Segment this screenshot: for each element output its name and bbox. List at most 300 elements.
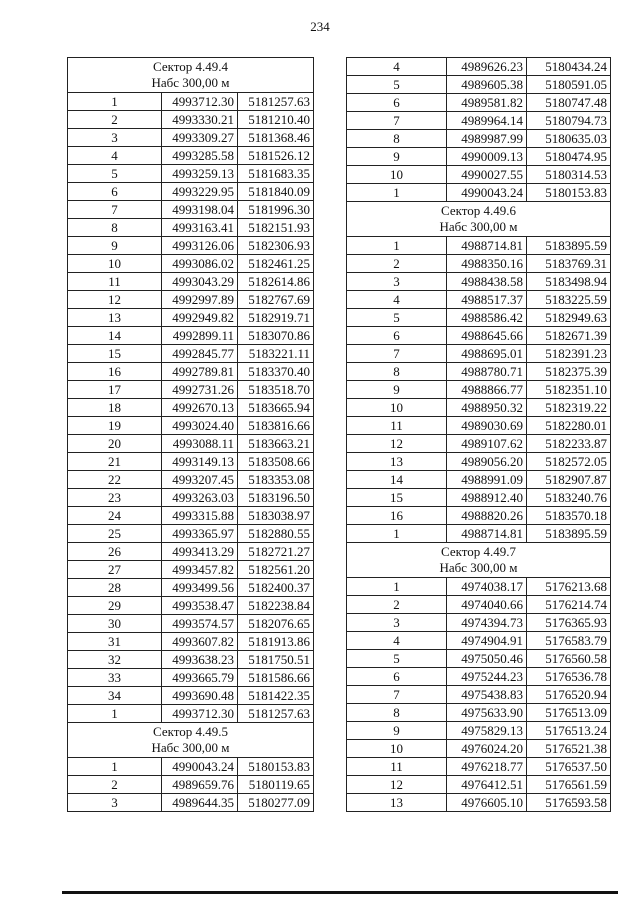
y-coordinate: 5182671.39 (527, 327, 611, 345)
x-coordinate: 4988991.09 (447, 471, 527, 489)
y-coordinate: 5180434.24 (527, 58, 611, 76)
x-coordinate: 4993285.58 (162, 147, 238, 165)
y-coordinate: 5183895.59 (527, 525, 611, 543)
y-coordinate: 5182400.37 (238, 579, 314, 597)
x-coordinate: 4993207.45 (162, 471, 238, 489)
point-number: 19 (68, 417, 162, 435)
table-row (68, 543, 314, 561)
x-coordinate: 4988780.71 (447, 363, 527, 381)
x-coordinate: 4992899.11 (162, 327, 238, 345)
point-number: 3 (347, 614, 447, 632)
y-coordinate: 5182351.10 (527, 381, 611, 399)
x-coordinate: 4993330.21 (162, 111, 238, 129)
sector-header-row (68, 723, 314, 758)
table-row (68, 776, 314, 794)
y-coordinate: 5176513.09 (527, 704, 611, 722)
point-number: 1 (347, 237, 447, 255)
y-coordinate: 5183665.94 (238, 399, 314, 417)
table-row (347, 417, 611, 435)
y-coordinate: 5176561.59 (527, 776, 611, 794)
y-coordinate: 5181996.30 (238, 201, 314, 219)
x-coordinate: 4989626.23 (447, 58, 527, 76)
x-coordinate: 4975050.46 (447, 650, 527, 668)
y-coordinate: 5183240.76 (527, 489, 611, 507)
table-row (68, 93, 314, 111)
table-row (68, 525, 314, 543)
coordinates-table-left (67, 57, 314, 812)
table-row (347, 758, 611, 776)
table-row (347, 686, 611, 704)
sector-distance: Набс 300,00 м (439, 560, 518, 575)
table-row (68, 291, 314, 309)
point-number: 2 (68, 111, 162, 129)
table-row (347, 76, 611, 94)
x-coordinate: 4993365.97 (162, 525, 238, 543)
y-coordinate: 5181840.09 (238, 183, 314, 201)
point-number: 15 (347, 489, 447, 507)
table-row (347, 614, 611, 632)
point-number: 11 (347, 417, 447, 435)
point-number: 13 (68, 309, 162, 327)
y-coordinate: 5183895.59 (527, 237, 611, 255)
point-number: 31 (68, 633, 162, 651)
point-number: 33 (68, 669, 162, 687)
x-coordinate: 4974040.66 (447, 596, 527, 614)
table-row (347, 291, 611, 309)
x-coordinate: 4976605.10 (447, 794, 527, 812)
x-coordinate: 4988820.26 (447, 507, 527, 525)
y-coordinate: 5176521.38 (527, 740, 611, 758)
point-number: 6 (347, 94, 447, 112)
table-row (347, 363, 611, 381)
point-number: 3 (68, 129, 162, 147)
table-row (347, 148, 611, 166)
y-coordinate: 5180591.05 (527, 76, 611, 94)
table-row (347, 596, 611, 614)
table-row (68, 345, 314, 363)
x-coordinate: 4989987.99 (447, 130, 527, 148)
x-coordinate: 4992670.13 (162, 399, 238, 417)
point-number: 1 (68, 758, 162, 776)
table-row (68, 435, 314, 453)
sector-header-row (68, 58, 314, 93)
table-row (347, 381, 611, 399)
y-coordinate: 5181422.35 (238, 687, 314, 705)
point-number: 13 (347, 453, 447, 471)
table-row (68, 273, 314, 291)
table-row (68, 363, 314, 381)
x-coordinate: 4990043.24 (162, 758, 238, 776)
point-number: 8 (68, 219, 162, 237)
point-number: 11 (347, 758, 447, 776)
point-number: 15 (68, 345, 162, 363)
y-coordinate: 5183196.50 (238, 489, 314, 507)
y-coordinate: 5182572.05 (527, 453, 611, 471)
y-coordinate: 5182280.01 (527, 417, 611, 435)
x-coordinate: 4974038.17 (447, 578, 527, 596)
point-number: 10 (347, 399, 447, 417)
y-coordinate: 5176520.94 (527, 686, 611, 704)
y-coordinate: 5183225.59 (527, 291, 611, 309)
sector-distance: Набс 300,00 м (151, 75, 230, 90)
table-row (347, 309, 611, 327)
sector-distance: Набс 300,00 м (439, 219, 518, 234)
y-coordinate: 5182907.87 (527, 471, 611, 489)
x-coordinate: 4993712.30 (162, 705, 238, 723)
point-number: 5 (347, 650, 447, 668)
y-coordinate: 5182461.25 (238, 255, 314, 273)
x-coordinate: 4993315.88 (162, 507, 238, 525)
table-row (68, 651, 314, 669)
point-number: 13 (347, 794, 447, 812)
point-number: 5 (347, 76, 447, 94)
point-number: 16 (68, 363, 162, 381)
y-coordinate: 5181526.12 (238, 147, 314, 165)
y-coordinate: 5181683.35 (238, 165, 314, 183)
y-coordinate: 5181257.63 (238, 93, 314, 111)
sector-header-row (347, 202, 611, 237)
table-row (347, 776, 611, 794)
y-coordinate: 5183769.31 (527, 255, 611, 273)
sector-title: Сектор 4.49.5 (152, 724, 228, 739)
point-number: 11 (68, 273, 162, 291)
x-coordinate: 4976218.77 (447, 758, 527, 776)
table-row (347, 525, 611, 543)
sector-distance: Набс 300,00 м (151, 740, 230, 755)
table-row (68, 705, 314, 723)
y-coordinate: 5183518.70 (238, 381, 314, 399)
point-number: 2 (347, 255, 447, 273)
point-number: 10 (347, 740, 447, 758)
table-row (68, 453, 314, 471)
point-number: 7 (68, 201, 162, 219)
x-coordinate: 4990043.24 (447, 184, 527, 202)
x-coordinate: 4974394.73 (447, 614, 527, 632)
point-number: 9 (347, 381, 447, 399)
table-row (68, 111, 314, 129)
y-coordinate: 5182076.65 (238, 615, 314, 633)
x-coordinate: 4993163.41 (162, 219, 238, 237)
y-coordinate: 5180747.48 (527, 94, 611, 112)
point-number: 17 (68, 381, 162, 399)
table-row (68, 561, 314, 579)
point-number: 4 (347, 291, 447, 309)
x-coordinate: 4989107.62 (447, 435, 527, 453)
point-number: 4 (347, 58, 447, 76)
y-coordinate: 5183370.40 (238, 363, 314, 381)
point-number: 23 (68, 489, 162, 507)
point-number: 9 (347, 148, 447, 166)
table-body (68, 58, 314, 812)
y-coordinate: 5183498.94 (527, 273, 611, 291)
y-coordinate: 5182375.39 (527, 363, 611, 381)
table-row (68, 758, 314, 776)
bottom-rule (62, 891, 618, 894)
x-coordinate: 4993538.47 (162, 597, 238, 615)
x-coordinate: 4993413.29 (162, 543, 238, 561)
x-coordinate: 4993126.06 (162, 237, 238, 255)
point-number: 22 (68, 471, 162, 489)
table-row (68, 507, 314, 525)
table-row (347, 399, 611, 417)
y-coordinate: 5180314.53 (527, 166, 611, 184)
point-number: 12 (347, 776, 447, 794)
table-row (347, 255, 611, 273)
x-coordinate: 4993309.27 (162, 129, 238, 147)
sector-header (68, 723, 314, 758)
x-coordinate: 4993198.04 (162, 201, 238, 219)
x-coordinate: 4993229.95 (162, 183, 238, 201)
y-coordinate: 5180474.95 (527, 148, 611, 166)
x-coordinate: 4990027.55 (447, 166, 527, 184)
table-row (347, 58, 611, 76)
x-coordinate: 4988695.01 (447, 345, 527, 363)
x-coordinate: 4992731.26 (162, 381, 238, 399)
y-coordinate: 5182721.27 (238, 543, 314, 561)
x-coordinate: 4993043.29 (162, 273, 238, 291)
x-coordinate: 4975829.13 (447, 722, 527, 740)
coordinates-table-right (346, 57, 611, 812)
point-number: 5 (68, 165, 162, 183)
y-coordinate: 5183663.21 (238, 435, 314, 453)
point-number: 7 (347, 112, 447, 130)
x-coordinate: 4988438.58 (447, 273, 527, 291)
x-coordinate: 4993259.13 (162, 165, 238, 183)
y-coordinate: 5176513.24 (527, 722, 611, 740)
y-coordinate: 5182233.87 (527, 435, 611, 453)
y-coordinate: 5181913.86 (238, 633, 314, 651)
y-coordinate: 5176214.74 (527, 596, 611, 614)
point-number: 24 (68, 507, 162, 525)
point-number: 10 (347, 166, 447, 184)
table-row (68, 597, 314, 615)
table-row (68, 615, 314, 633)
point-number: 3 (68, 794, 162, 812)
table-row (68, 633, 314, 651)
x-coordinate: 4993024.40 (162, 417, 238, 435)
y-coordinate: 5182238.84 (238, 597, 314, 615)
point-number: 21 (68, 453, 162, 471)
point-number: 16 (347, 507, 447, 525)
table-row (347, 166, 611, 184)
table-row (68, 381, 314, 399)
point-number: 1 (347, 184, 447, 202)
x-coordinate: 4976024.20 (447, 740, 527, 758)
point-number: 7 (347, 686, 447, 704)
x-coordinate: 4993638.23 (162, 651, 238, 669)
x-coordinate: 4988645.66 (447, 327, 527, 345)
table-row (68, 794, 314, 812)
x-coordinate: 4992845.77 (162, 345, 238, 363)
y-coordinate: 5181586.66 (238, 669, 314, 687)
sector-header (347, 543, 611, 578)
x-coordinate: 4993712.30 (162, 93, 238, 111)
y-coordinate: 5181257.63 (238, 705, 314, 723)
y-coordinate: 5176560.58 (527, 650, 611, 668)
point-number: 1 (347, 578, 447, 596)
y-coordinate: 5176593.58 (527, 794, 611, 812)
y-coordinate: 5176213.68 (527, 578, 611, 596)
table-row (347, 507, 611, 525)
table-row (347, 489, 611, 507)
point-number: 6 (347, 668, 447, 686)
x-coordinate: 4993499.56 (162, 579, 238, 597)
point-number: 2 (347, 596, 447, 614)
point-number: 26 (68, 543, 162, 561)
y-coordinate: 5176537.50 (527, 758, 611, 776)
table-row (347, 453, 611, 471)
table-row (68, 579, 314, 597)
y-coordinate: 5180153.83 (238, 758, 314, 776)
table-row (347, 345, 611, 363)
y-coordinate: 5181368.46 (238, 129, 314, 147)
x-coordinate: 4988912.40 (447, 489, 527, 507)
x-coordinate: 4993665.79 (162, 669, 238, 687)
y-coordinate: 5183353.08 (238, 471, 314, 489)
table-row (347, 273, 611, 291)
point-number: 18 (68, 399, 162, 417)
y-coordinate: 5182391.23 (527, 345, 611, 363)
y-coordinate: 5181210.40 (238, 111, 314, 129)
table-row (347, 471, 611, 489)
x-coordinate: 4993088.11 (162, 435, 238, 453)
point-number: 7 (347, 345, 447, 363)
point-number: 9 (347, 722, 447, 740)
x-coordinate: 4989964.14 (447, 112, 527, 130)
table-row (68, 165, 314, 183)
table-row (68, 669, 314, 687)
page-number: 234 (310, 19, 330, 34)
y-coordinate: 5182319.22 (527, 399, 611, 417)
x-coordinate: 4976412.51 (447, 776, 527, 794)
table-body (347, 58, 611, 812)
point-number: 6 (347, 327, 447, 345)
point-number: 14 (68, 327, 162, 345)
point-number: 8 (347, 704, 447, 722)
x-coordinate: 4989030.69 (447, 417, 527, 435)
point-number: 2 (68, 776, 162, 794)
sector-header (68, 58, 314, 93)
point-number: 10 (68, 255, 162, 273)
table-row (347, 94, 611, 112)
y-coordinate: 5182151.93 (238, 219, 314, 237)
point-number: 3 (347, 273, 447, 291)
y-coordinate: 5180794.73 (527, 112, 611, 130)
table-row (347, 668, 611, 686)
table-row (347, 184, 611, 202)
point-number: 1 (68, 705, 162, 723)
point-number: 6 (68, 183, 162, 201)
x-coordinate: 4989659.76 (162, 776, 238, 794)
y-coordinate: 5176583.79 (527, 632, 611, 650)
table-row (68, 687, 314, 705)
x-coordinate: 4993607.82 (162, 633, 238, 651)
table-row (347, 327, 611, 345)
sector-header (347, 202, 611, 237)
table-row (347, 704, 611, 722)
table-row (347, 578, 611, 596)
x-coordinate: 4989581.82 (447, 94, 527, 112)
x-coordinate: 4993086.02 (162, 255, 238, 273)
x-coordinate: 4988714.81 (447, 525, 527, 543)
x-coordinate: 4989605.38 (447, 76, 527, 94)
point-number: 12 (68, 291, 162, 309)
table-row (68, 327, 314, 345)
point-number: 32 (68, 651, 162, 669)
y-coordinate: 5183508.66 (238, 453, 314, 471)
point-number: 4 (68, 147, 162, 165)
table-row (68, 219, 314, 237)
y-coordinate: 5181750.51 (238, 651, 314, 669)
y-coordinate: 5182306.93 (238, 237, 314, 255)
point-number: 8 (347, 130, 447, 148)
table-row (68, 309, 314, 327)
point-number: 8 (347, 363, 447, 381)
table-row (347, 237, 611, 255)
table-row (68, 147, 314, 165)
x-coordinate: 4992949.82 (162, 309, 238, 327)
point-number: 1 (347, 525, 447, 543)
table-row (68, 237, 314, 255)
x-coordinate: 4990009.13 (447, 148, 527, 166)
table-row (347, 112, 611, 130)
x-coordinate: 4993690.48 (162, 687, 238, 705)
table-row (68, 471, 314, 489)
table-row (68, 129, 314, 147)
table-row (347, 632, 611, 650)
x-coordinate: 4988586.42 (447, 309, 527, 327)
y-coordinate: 5180153.83 (527, 184, 611, 202)
point-number: 14 (347, 471, 447, 489)
y-coordinate: 5182614.86 (238, 273, 314, 291)
table-row (68, 489, 314, 507)
table-row (347, 722, 611, 740)
point-number: 4 (347, 632, 447, 650)
y-coordinate: 5183816.66 (238, 417, 314, 435)
table-row (68, 417, 314, 435)
y-coordinate: 5183070.86 (238, 327, 314, 345)
x-coordinate: 4988950.32 (447, 399, 527, 417)
sector-title: Сектор 4.49.4 (152, 59, 228, 74)
x-coordinate: 4975244.23 (447, 668, 527, 686)
x-coordinate: 4989644.35 (162, 794, 238, 812)
point-number: 9 (68, 237, 162, 255)
point-number: 30 (68, 615, 162, 633)
y-coordinate: 5180277.09 (238, 794, 314, 812)
y-coordinate: 5176365.93 (527, 614, 611, 632)
sector-header-row (347, 543, 611, 578)
point-number: 5 (347, 309, 447, 327)
x-coordinate: 4988866.77 (447, 381, 527, 399)
x-coordinate: 4992997.89 (162, 291, 238, 309)
x-coordinate: 4993263.03 (162, 489, 238, 507)
x-coordinate: 4993574.57 (162, 615, 238, 633)
y-coordinate: 5182880.55 (238, 525, 314, 543)
table-row (68, 201, 314, 219)
y-coordinate: 5180635.03 (527, 130, 611, 148)
sector-title: Сектор 4.49.7 (440, 544, 516, 559)
x-coordinate: 4993149.13 (162, 453, 238, 471)
y-coordinate: 5182767.69 (238, 291, 314, 309)
table-row (68, 399, 314, 417)
x-coordinate: 4988517.37 (447, 291, 527, 309)
x-coordinate: 4988714.81 (447, 237, 527, 255)
x-coordinate: 4989056.20 (447, 453, 527, 471)
y-coordinate: 5183221.11 (238, 345, 314, 363)
table-row (347, 435, 611, 453)
table-row (347, 130, 611, 148)
point-number: 28 (68, 579, 162, 597)
